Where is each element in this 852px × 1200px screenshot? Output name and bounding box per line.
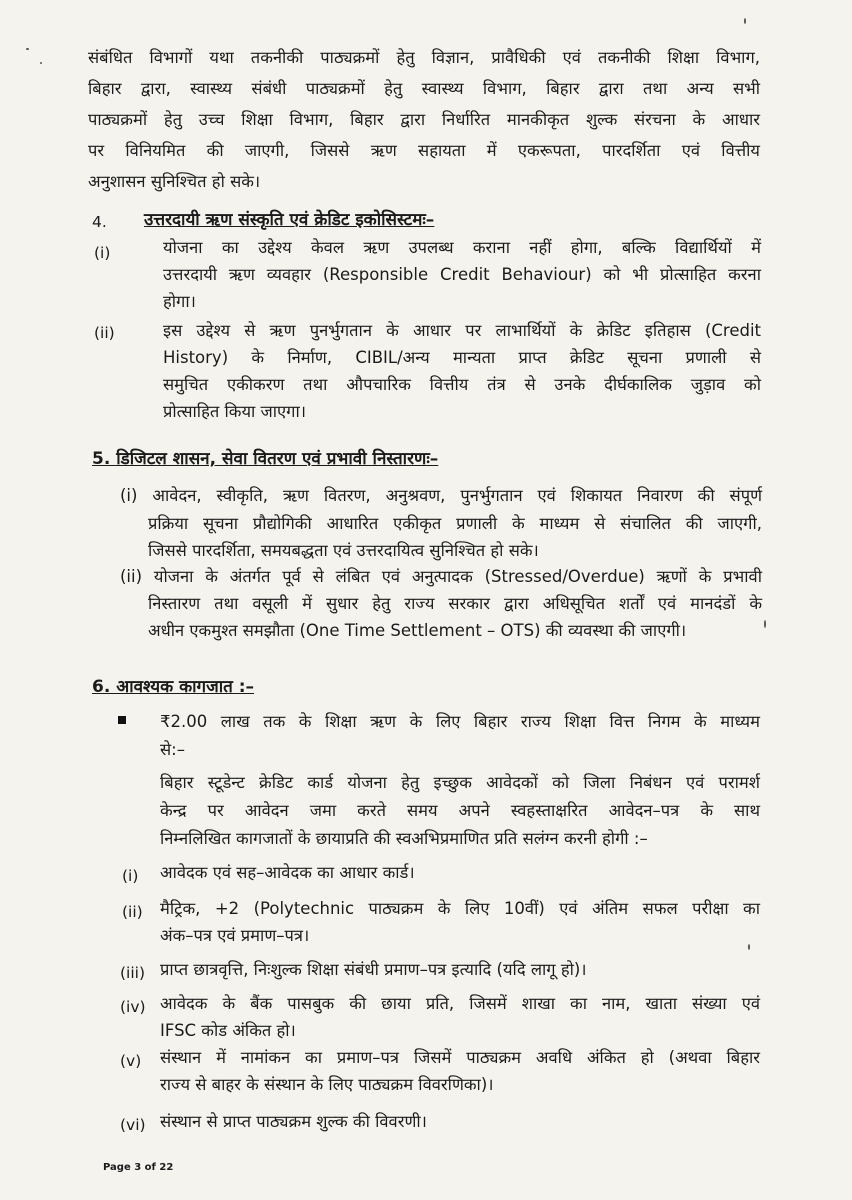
page-footer: Page 3 of 22	[103, 1162, 174, 1173]
item-label: (v)	[120, 1052, 142, 1070]
section-5-i-line: जिससे पारदर्शिता, समयबद्धता एवं उत्तरदायित्व सुनिश्चित हो सके।	[148, 541, 539, 560]
document-item-line: मैट्रिक, +2 (Polytechnic पाठ्यक्रम के लिए 10वीं) एवं अंतिम सफल परीक्षा का	[160, 899, 760, 918]
document-item-line: राज्य से बाहर के संस्थान के लिए पाठ्यक्रम विवरणिका)।	[160, 1075, 494, 1094]
section-6-para-line: बिहार स्टूडेन्ट क्रेडिट कार्ड योजना हेतु इच्छुक आवेदकों को जिला निबंधन एवं परामर्श	[160, 773, 760, 792]
section-5-ii-line: (ii) योजना के अंतर्गत पूर्व से लंबित एवं अनुत्पादक (Stressed/Overdue) ऋणों के प्रभावी	[120, 567, 762, 586]
section-6-heading: 6. आवश्यक कागजात :–	[92, 677, 255, 697]
section-5-ii-line: अधीन एकमुश्त समझौता (One Time Settlement – OTS) की व्यवस्था की जाएगी।	[148, 621, 687, 640]
item-label: (i)	[122, 867, 139, 885]
section-6-para-line: केन्द्र पर आवेदन जमा करते समय अपने स्वहस्ताक्षरित आवेदन–पत्र के साथ	[160, 801, 760, 820]
bullet-square	[118, 716, 126, 724]
intro-line: संबंधित विभागों यथा तकनीकी पाठ्यक्रमों हेतु विज्ञान, प्रावैधिकी एवं तकनीकी शिक्षा विभाग,	[88, 48, 760, 67]
section-5-i-line: प्रक्रिया सूचना प्रौद्योगिकी आधारित एकीकृत प्रणाली के माध्यम से संचालित की जाएगी,	[148, 514, 762, 533]
intro-line: पाठ्यक्रमों हेतु उच्च शिक्षा विभाग, बिहार द्वारा निर्धारित मानकीकृत शुल्क संरचना के आधार	[88, 110, 760, 129]
document-item-line: प्राप्त छात्रवृत्ति, निःशुल्क शिक्षा संबंधी प्रमाण–पत्र इत्यादि (यदि लागू हो)।	[160, 960, 587, 979]
section-5-i-line: (i) आवेदन, स्वीकृति, ऋण वितरण, अनुश्रवण, पुनर्भुगतान एवं शिकायत निवारण की संपूर्ण	[120, 486, 762, 505]
item-label: (i)	[94, 244, 111, 262]
intro-line: पर विनियमित की जाएगी, जिससे ऋण सहायता में एकरूपता, पारदर्शिता एवं वित्तीय	[88, 141, 760, 160]
intro-line: बिहार द्वारा, स्वास्थ्य संबंधी पाठ्यक्रमों हेतु स्वास्थ्य विभाग, बिहार द्वारा तथा अन्य सभी	[88, 79, 760, 98]
section-5-ii-line: निस्तारण तथा वसूली में सुधार हेतु राज्य सरकार द्वारा अधिसूचित शर्तों एवं मानदंडों के	[148, 594, 762, 613]
document-item-line: आवेदक के बैंक पासबुक की छाया प्रति, जिसमें शाखा का नाम, खाता संख्या एवं	[160, 994, 760, 1013]
section-4-number: 4.	[92, 213, 107, 231]
scan-speck	[748, 944, 750, 950]
document-item-line: IFSC कोड अंकित हो।	[160, 1021, 296, 1040]
scan-speck	[40, 62, 42, 64]
section-6-bullet-line: से:–	[160, 740, 185, 759]
section-5-heading: 5. डिजिटल शासन, सेवा वितरण एवं प्रभावी निस्तारणः–	[92, 449, 439, 469]
item-label: (ii)	[122, 903, 143, 921]
section-4-ii-line: समुचित एकीकरण तथा औपचारिक वित्तीय तंत्र से उनके दीर्घकालिक जुड़ाव को	[163, 375, 761, 394]
scan-speck	[26, 48, 29, 50]
item-label: (iii)	[120, 964, 146, 982]
document-item-line: संस्थान से प्राप्त पाठ्यक्रम शुल्क की विवरणी।	[160, 1112, 427, 1131]
scan-speck	[764, 620, 766, 628]
section-4-i-line: उत्तरदायी ऋण व्यवहार (Responsible Credit Behaviour) को भी प्रोत्साहित करना	[163, 265, 761, 284]
item-label: (ii)	[94, 324, 115, 342]
section-6-para-line: निम्नलिखित कागजातों के छायाप्रति की स्वअभिप्रमाणित प्रति सलंग्न करनी होगी :–	[160, 829, 648, 848]
section-4-i-line: होगा।	[163, 292, 196, 311]
section-4-ii-line: इस उद्देश्य से ऋण पुनर्भुगतान के आधार पर लाभार्थियों के क्रेडिट इतिहास (Credit	[163, 321, 761, 340]
section-4-ii-line: History) के निर्माण, CIBIL/अन्य मान्यता प्राप्त क्रेडिट सूचना प्रणाली से	[163, 348, 761, 367]
document-item-line: अंक–पत्र एवं प्रमाण–पत्र।	[160, 926, 310, 945]
section-4-i-line: योजना का उद्देश्य केवल ऋण उपलब्ध कराना नहीं होगा, बल्कि विद्यार्थियों में	[163, 238, 761, 257]
section-6-bullet-line: ₹2.00 लाख तक के शिक्षा ऋण के लिए बिहार राज्य शिक्षा वित्त निगम के माध्यम	[160, 712, 760, 731]
scan-speck	[744, 18, 746, 24]
intro-line: अनुशासन सुनिश्चित हो सके।	[88, 172, 261, 191]
item-label: (iv)	[120, 998, 146, 1016]
section-4-heading: उत्तरदायी ऋण संस्कृति एवं क्रेडिट इकोसिस्टमः–	[144, 210, 435, 230]
document-item-line: आवेदक एवं सह–आवेदक का आधार कार्ड।	[160, 863, 415, 882]
document-item-line: संस्थान में नामांकन का प्रमाण–पत्र जिसमें पाठ्यक्रम अवधि अंकित हो (अथवा बिहार	[160, 1048, 760, 1067]
section-4-ii-line: प्रोत्साहित किया जाएगा।	[163, 402, 306, 421]
item-label: (vi)	[120, 1116, 146, 1134]
